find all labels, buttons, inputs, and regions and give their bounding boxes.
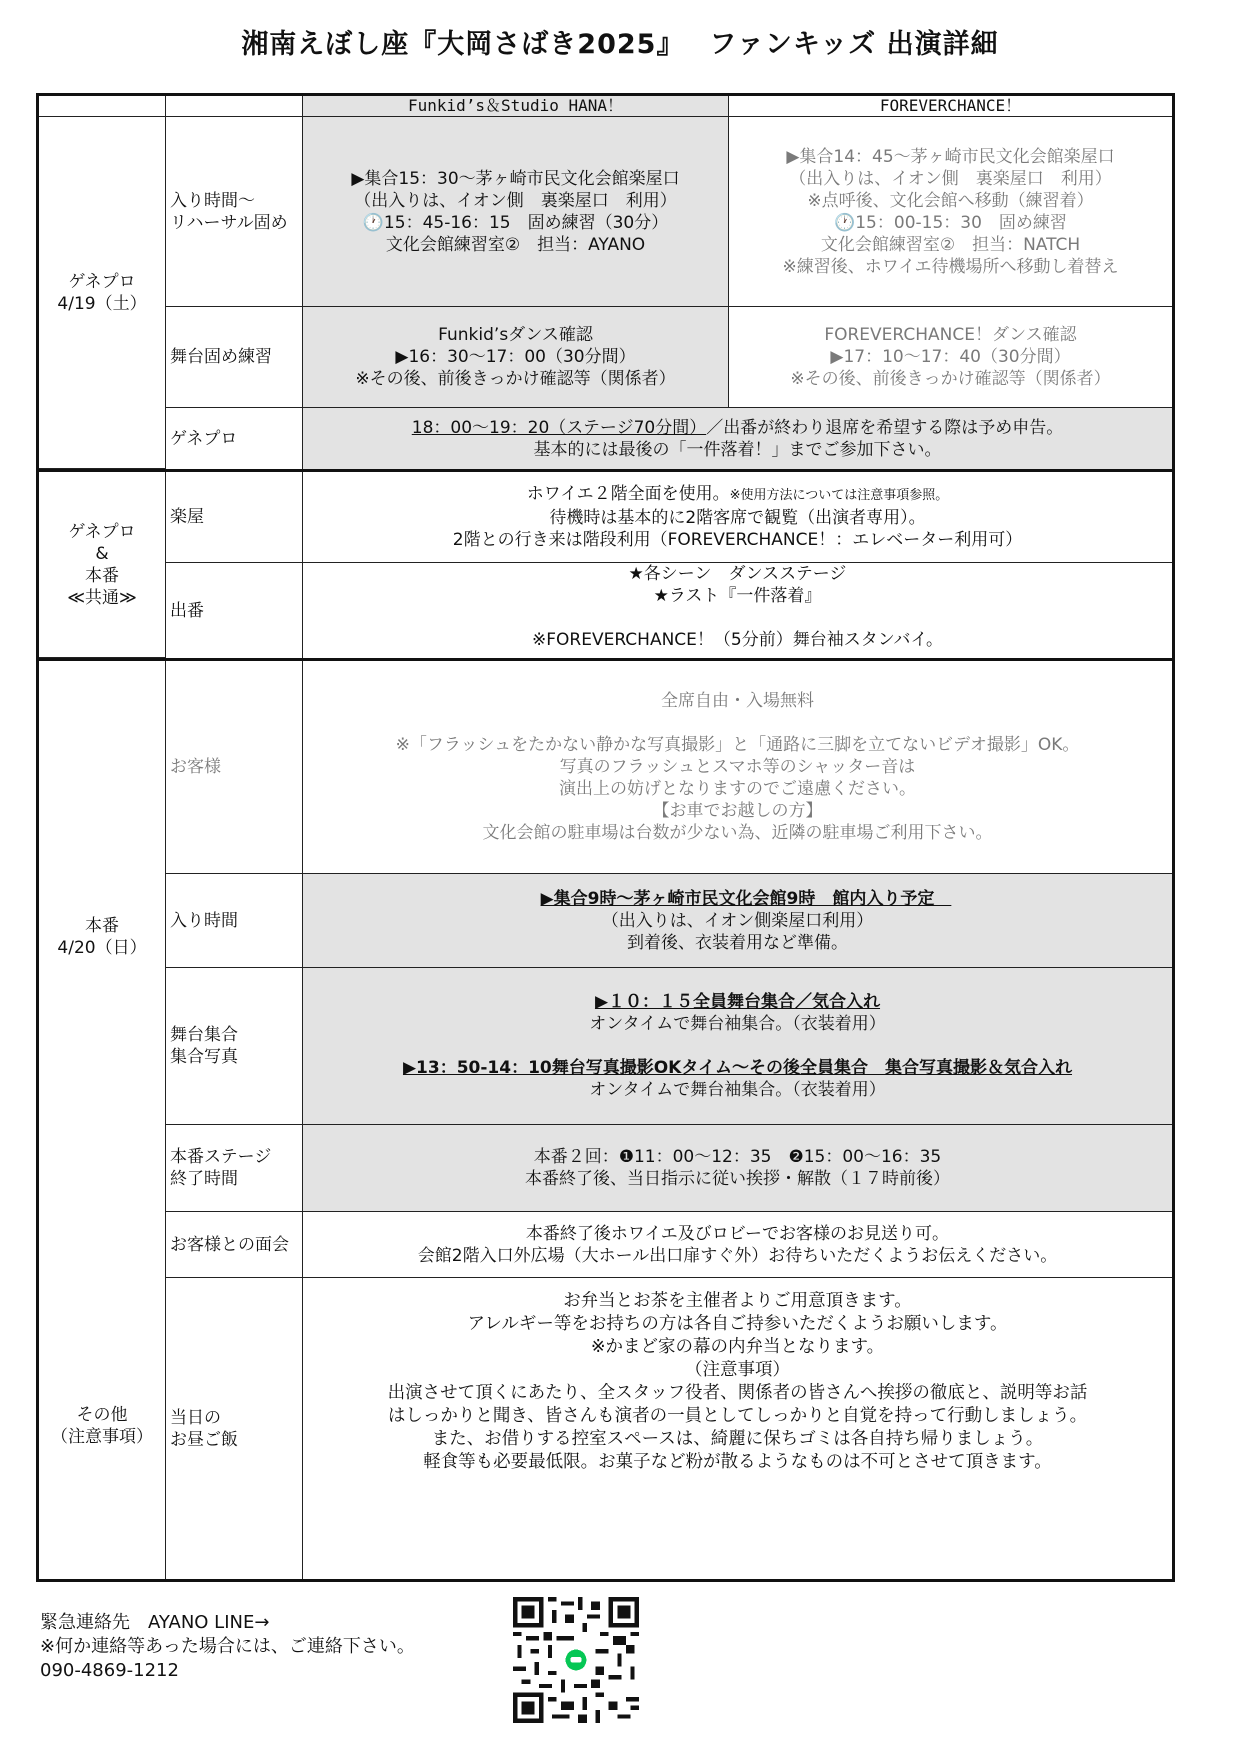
text-line: （注意事項） [685,1360,790,1380]
section-honban-date: 4/20（日） [57,937,147,958]
text-line: お弁当とお茶を主催者よりご用意頂きます。 [563,1291,912,1311]
text-line: ▶集合15：30～茅ヶ崎市民文化会館楽屋口 [351,168,680,189]
text-line: 待機時は基本的に2階客席で観覧（出演者専用）。 [549,508,926,528]
footer-line-note: ※何か連絡等あった場合には、ご連絡下さい。 [40,1636,415,1657]
row-label-honban-iri: 入り時間 [166,874,303,968]
section-honban-label [39,661,166,1212]
cell-honban-stage [303,1125,1172,1212]
gene-note: ／出番が終わり退席を希望する際は予め申告。 [706,417,1064,438]
header-blank-2 [166,96,303,117]
section-genepro-title: ゲネプロ [68,271,136,292]
text-line: ▶集合14：45～茅ヶ崎市民文化会館楽屋口 [786,146,1115,167]
text-line: お昼ご飯 [170,1429,238,1450]
text-line: 文化会館の駐車場は台数が少ない為、近隣の駐車場ご利用下さい。 [482,823,993,843]
row-label-lunch [166,1278,303,1579]
text-line: ※「フラッシュをたかない静かな写真撮影」と「通路に三脚を立てないビデオ撮影」OK。 [395,735,1080,755]
text-line: 🕐15：45-16：15 固め練習（30分） [362,212,669,233]
text-line: 出演させて頂くにあたり、全スタッフ役者、関係者の皆さんへ挨拶の徹底と、説明等お話 [387,1383,1088,1403]
text-line: （出入りは、イオン側楽屋口利用） [601,910,874,931]
text-line: ★各シーン ダンスステージ [628,564,847,584]
text-line: ※その後、前後きっかけ確認等（関係者） [790,369,1111,389]
row-label-guest: お客様 [166,661,303,874]
header-blank-1 [39,96,166,117]
cell-other-meet [303,1212,1172,1278]
footer-phone[interactable]: 090-4869-1212 [40,1660,179,1681]
text-line: 【お車でお越しの方】 [652,801,823,821]
text-line-emphasis: ▶集合9時～茅ヶ崎市民文化会館9時 館内入り予定 [540,888,952,909]
section-honban-title: 本番 [85,915,119,936]
row-label-gakuya: 楽屋 [166,472,303,563]
text-line: ▶17：10～17：40（30分間） [830,347,1071,367]
page-title: 湘南えぼし座『大岡さばき2025』 ファンキッズ 出演詳細 [241,29,999,60]
row-label-deban: 出番 [166,563,303,658]
line-qr-code-icon[interactable] [513,1597,639,1723]
row-label-iri-line2: リハーサル固め [170,212,288,233]
row-label-gene: ゲネプロ [166,408,303,469]
text-line: はしっかりと聞き、皆さんも演者の一員としてしっかりと自覚を持って行動しましょう。 [387,1406,1088,1426]
text-line: 本番終了後ホワイエ及びロビーでお客様のお見送り可。 [525,1223,950,1244]
cell-other-lunch [303,1278,1172,1579]
text-line-emphasis: ▶13：50-14：10舞台写真撮影OKタイム～その後全員集合 集合写真撮影＆気合入れ [402,1058,1073,1078]
footer-contact [40,1611,415,1683]
text-line: オンタイムで舞台袖集合。（衣装着用） [589,1014,886,1034]
gene-line1 [412,417,1063,439]
text-line: （出入りは、イオン側 裏楽屋口 利用） [354,190,677,211]
cell-common-gakuya [303,472,1172,563]
text-line: 軽食等も必要最低限。お菓子など粉が散るようなものは不可とさせて頂きます。 [423,1452,1052,1472]
gene-line2: 基本的には最後の「一件落着！」までご参加下さい。 [533,439,942,460]
footer-line-contact: 緊急連絡先 AYANO LINE→ [40,1612,270,1633]
row-label-iri-line1: 入り時間～ [170,190,255,211]
cell-genepro-gene [303,408,1172,469]
text-line: その他 [76,1404,128,1425]
text-line: 舞台集合 [170,1025,238,1045]
text-line: 集合写真 [170,1047,238,1067]
text-line: 到着後、衣装着用など準備。 [627,932,848,953]
text-line: ★ラスト『一件落着』 [653,586,822,606]
text-line: ※FOREVERCHANCE！（5分前）舞台袖スタンバイ。 [532,630,943,650]
text-line: 文化会館練習室② 担当：NATCH [820,234,1081,255]
text-line: （注意事項） [51,1426,153,1447]
cell-honban-iri [303,874,1172,968]
cell-honban-shugo [303,968,1172,1125]
section-genepro-date: 4/19（土） [57,293,147,314]
text-line: ※点呼後、文化会館へ移動（練習着） [807,190,1094,211]
text-note-small: ※使用方法については注意事項参照。 [729,488,949,503]
text-line: 演出上の妨げとなりますのでご遠慮ください。 [559,779,916,799]
gene-time-underlined: 18：00～19：20（ステージ70分間） [411,417,707,438]
text-line: ※その後、前後きっかけ確認等（関係者） [355,369,676,389]
text-line: ※練習後、ホワイエ待機場所へ移動し着替え [782,256,1119,277]
gakuya-line1 [527,483,948,507]
row-label-meet: お客様との面会 [166,1212,303,1278]
text-line: 文化会館練習室② 担当：AYANO [385,234,646,255]
text-line: 本番 [85,565,119,586]
cell-genepro-iri-funkids [303,117,729,307]
text-line: オンタイムで舞台袖集合。（衣装着用） [589,1080,886,1100]
schedule-table [36,93,1175,1582]
cell-genepro-iri-foreverchance [729,117,1172,307]
text-line: 本番ステージ [170,1147,272,1167]
header-col-funkids: Funkid’s＆Studio HANA！ [303,96,729,117]
header-col-foreverchance: FOREVERCHANCE！ [729,96,1172,117]
row-label-butai: 舞台固め練習 [166,307,303,408]
text-line: & [95,543,109,564]
text-line: 写真のフラッシュとスマホ等のシャッター音は [559,757,916,777]
text-line: 本番２回：❶11：00～12：35 ❷15：00～16：35 [533,1147,942,1167]
text-line: Funkid’sダンス確認 [438,325,593,345]
text-line: 本番終了後、当日指示に従い挨拶・解散（１７時前後） [525,1169,950,1189]
text-line: ゲネプロ [68,521,136,542]
text-line: （出入りは、イオン側 裏楽屋口 利用） [789,168,1112,189]
cell-honban-guest [303,661,1172,874]
text-line: ※かまど家の幕の内弁当となります。 [590,1337,885,1357]
text-line: また、お借りする控室スペースは、綺麗に保ちゴミは各自持ち帰りましょう。 [431,1429,1044,1449]
text-line: 2階との行き来は階段利用（FOREVERCHANCE！：エレベーター利用可） [452,530,1023,550]
text-line: ホワイエ２階全面を使用。 [526,484,730,504]
section-other-label [39,1212,166,1579]
text-line-emphasis: ▶１０：１５全員舞台集合／気合入れ [594,992,881,1012]
text-line: 当日の [170,1407,221,1428]
text-line: ≪共通≫ [67,587,137,608]
row-label-shugo [166,968,303,1125]
text-line: 終了時間 [170,1169,238,1189]
row-label-stage [166,1125,303,1212]
section-genepro-label [39,117,166,469]
text-line: 会館2階入口外広場（大ホール出口扉すぐ外）お待ちいただくようお伝えください。 [417,1245,1058,1266]
text-line: FOREVERCHANCE！ダンス確認 [824,325,1077,345]
cell-common-deban [303,563,1172,658]
cell-genepro-butai-foreverchance [729,307,1172,408]
text-line: 全席自由・入場無料 [661,691,814,711]
text-line: アレルギー等をお持ちの方は各自ご持参いただくようお願いします。 [467,1314,1008,1334]
text-line: ▶16：30～17：00（30分間） [395,347,636,367]
text-line: 🕐15：00-15：30 固め練習 [834,212,1067,233]
cell-genepro-butai-funkids [303,307,729,408]
row-label-iri [166,117,303,307]
section-common-label [39,472,166,658]
